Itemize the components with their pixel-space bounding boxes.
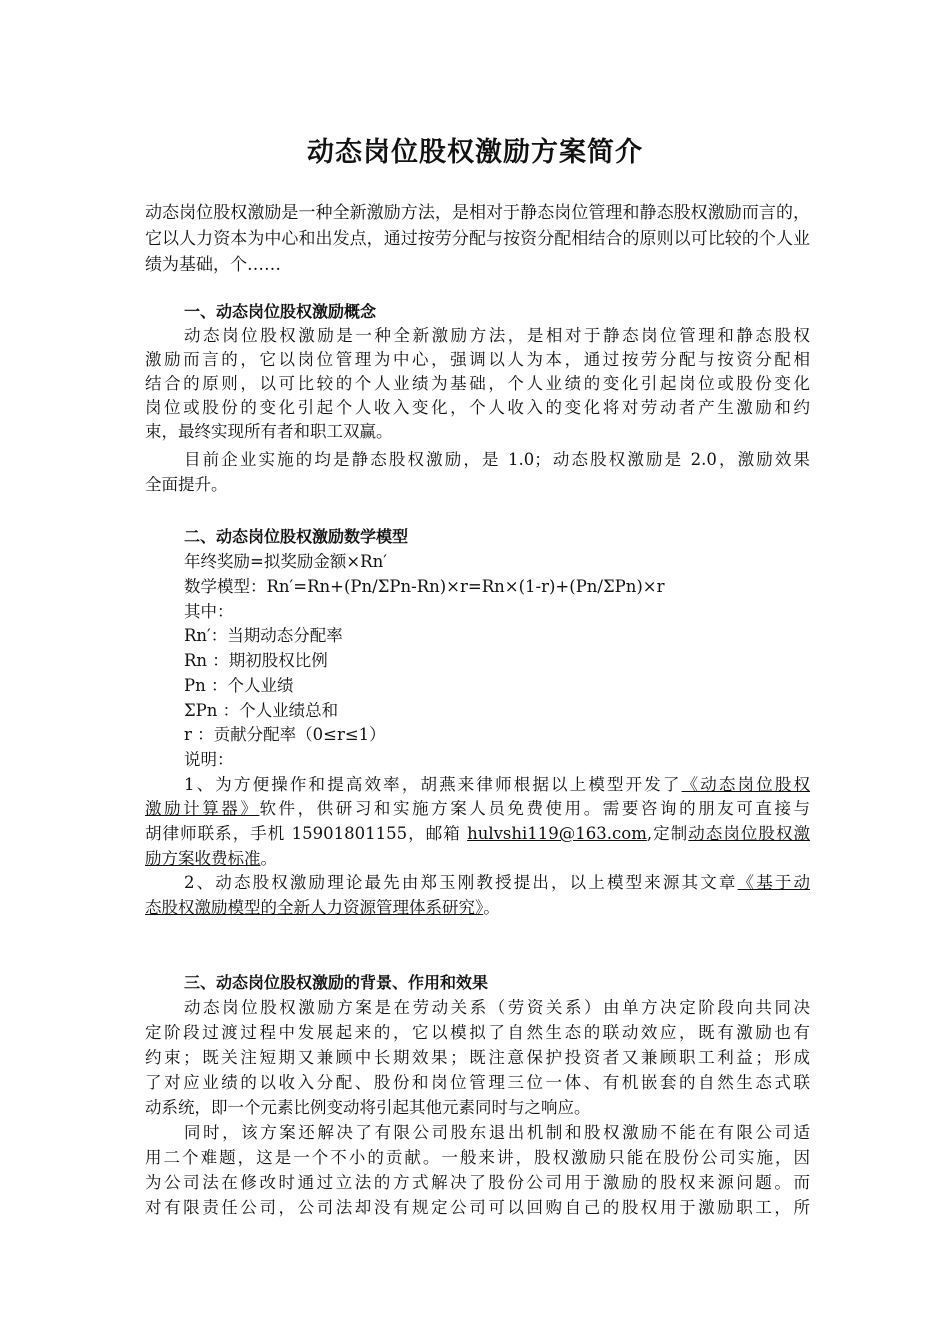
- s3-p1-line: 约束；既关注短期又兼顾中长期效果；既注意保护投资者又兼顾职工利益；形成: [145, 1048, 810, 1067]
- s3-p2-line: 对有限责任公司，公司法却没有规定公司可以回购自己的股权用于激励职工，所: [145, 1198, 810, 1217]
- s3-p2-line: 用二个难题，这是一个不小的贡献。一般来讲，股权激励只能在股份公司实施，因: [145, 1148, 810, 1167]
- calculator-link[interactable]: 激励计算器》: [145, 799, 260, 818]
- s3-p2-line: 同时，该方案还解决了有限公司股东退出机制和股权激励不能在有限公司适: [184, 1123, 810, 1142]
- s3-p1-line: 动系统，即一个元素比例变动将引起其他元素同时与之响应。: [145, 1098, 591, 1117]
- s3-p2-line: 为公司法在修改时通过立法的方式解决了股份公司用于激励的股权来源问题。而: [145, 1173, 810, 1192]
- s1-p1-line: 束，最终实现所有者和职工双赢。: [145, 422, 393, 441]
- section-3-heading: 三、动态岗位股权激励的背景、作用和效果: [184, 973, 489, 992]
- model-line: ΣPn ：个人业绩总和: [184, 701, 339, 720]
- s1-p2-line: 目前企业实施的均是静态股权激励，是 1.0；动态股权激励是 2.0，激励效果: [184, 450, 810, 469]
- section-1-heading: 一、动态岗位股权激励概念: [184, 302, 377, 321]
- s1-p1-line: 岗位或股份的变化引起个人收入变化，个人收入的变化将对劳动者产生激励和约: [145, 398, 810, 417]
- article-link[interactable]: 态股权激励模型的全新人力资源管理体系研究》: [145, 898, 484, 917]
- pricing-link[interactable]: 励方案收费标准: [145, 849, 261, 868]
- article-link[interactable]: 《基于动: [737, 873, 811, 892]
- s3-p1-line: 动态岗位股权激励方案是在劳动关系（劳资关系）由单方决定阶段向共同决: [184, 998, 810, 1017]
- s1-p1-line: 结合的原则，以可比较的个人业绩为基础，个人业绩的变化引起岗位或股份变化: [145, 374, 810, 393]
- note-2-line: 态股权激励模型的全新人力资源管理体系研究》。: [145, 898, 500, 917]
- section-2-heading: 二、动态岗位股权激励数学模型: [184, 527, 409, 546]
- page-title: 动态岗位股权激励方案简介: [307, 137, 643, 168]
- model-line: Rn ：期初股权比例: [184, 651, 328, 670]
- note-1-line: 激励计算器》软件，供研习和实施方案人员免费使用。需要咨询的朋友可直接与: [145, 799, 811, 818]
- email-link[interactable]: hulvshi119@163.com: [467, 824, 647, 843]
- note-2-line: 2、动态股权激励理论最先由郑玉刚教授提出，以上模型来源其文章《基于动: [184, 873, 811, 892]
- s1-p1-line: 激励而言的，它以岗位管理为中心，强调以人为本，通过按劳分配与按资分配相: [145, 350, 810, 369]
- note-1-line: 1、为方便操作和提高效率，胡燕来律师根据以上模型开发了《动态岗位股权: [184, 775, 811, 794]
- model-line: Pn ：个人业绩: [184, 676, 294, 695]
- s1-p2-line: 全面提升。: [145, 475, 228, 494]
- model-line: 年终奖励=拟奖励金额×Rn′: [184, 552, 387, 571]
- calculator-link[interactable]: 《动态岗位股权: [681, 775, 811, 794]
- note-1-line: 胡律师联系，手机 15901801155，邮箱 hulvshi119@163.com,定制动态岗位股权激: [145, 824, 811, 843]
- model-line: Rn′：当期动态分配率: [184, 626, 343, 645]
- model-line: 其中：: [184, 602, 234, 621]
- s3-p1-line: 了对应业绩的以收入分配、股份和岗位管理三位一体、有机嵌套的自然生态式联: [145, 1073, 810, 1092]
- note-1-line: 励方案收费标准。: [145, 849, 277, 868]
- pricing-link[interactable]: 动态岗位股权激: [688, 824, 811, 843]
- s3-p1-line: 定阶段过渡过程中发展起来的，它以模拟了自然生态的联动效应，既有激励也有: [145, 1023, 810, 1042]
- model-line: r ：贡献分配率（0≤r≤1）: [184, 725, 386, 744]
- model-line: 说明：: [184, 750, 234, 769]
- model-formula: 数学模型：Rn′=Rn+(Pn/ΣPn-Rn)×r=Rn×(1-r)+(Pn/ΣPn)×r: [184, 577, 665, 596]
- intro-paragraph: 动态岗位股权激励是一种全新激励方法，是相对于静态岗位管理和静态股权激励而言的，它以人力资本为中心和出发点，通过按劳分配与按资分配相结合的原则以可比较的个人业绩为基础，个……: [145, 203, 810, 275]
- s1-p1-line: 动态岗位股权激励是一种全新激励方法，是相对于静态岗位管理和静态股权: [184, 326, 810, 345]
